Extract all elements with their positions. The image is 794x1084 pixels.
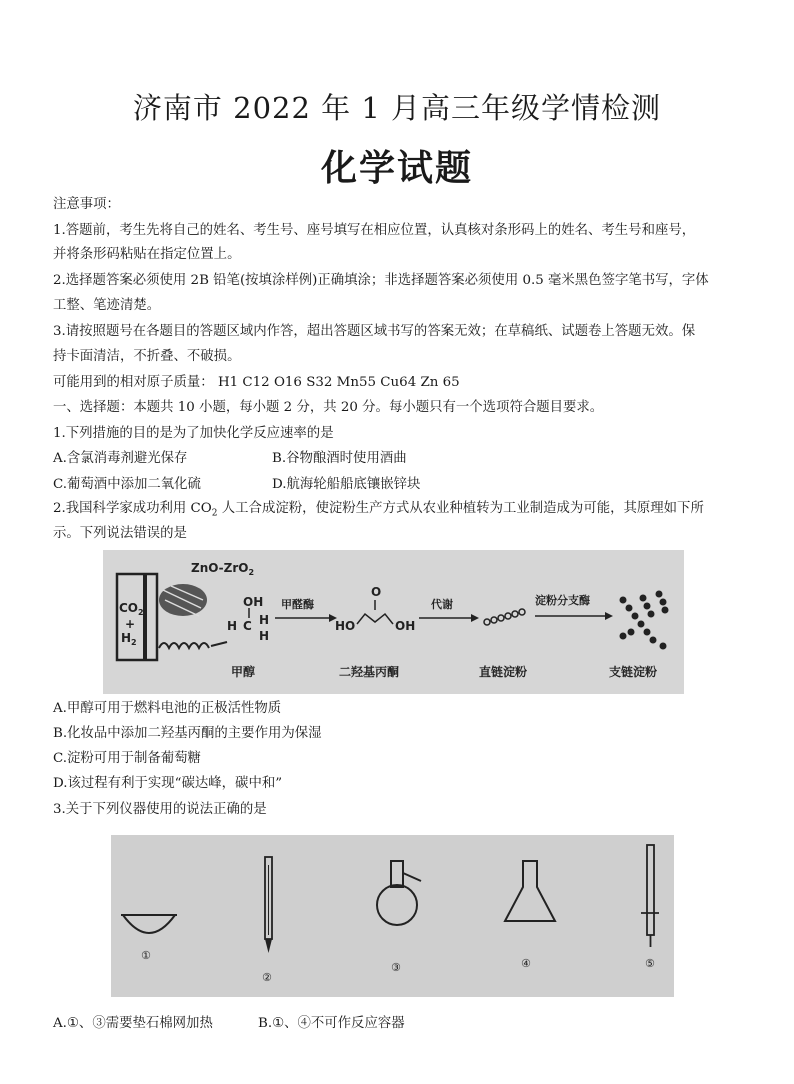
notice-item-3-cont: 持卡面清洁，不折叠、不破损。 xyxy=(53,349,241,364)
q1-option-c: C.葡萄酒中添加二氧化硫 xyxy=(53,477,201,492)
dha-ho: HO xyxy=(335,619,356,633)
instrument-label-3: ③ xyxy=(391,961,401,974)
catalyst-hatch-icon xyxy=(159,584,207,616)
q2-option-b: B.化妆品中添加二羟基丙酮的主要作用为保湿 xyxy=(53,726,322,741)
coil-arrow-icon xyxy=(211,642,227,646)
distilling-flask-icon xyxy=(377,861,421,925)
co2-formula: $CO_2$ xyxy=(119,601,144,617)
notice-item-1-cont: 并将条形码粘贴在指定位置上。 xyxy=(53,247,241,262)
q2-option-d: D.该过程有利于实现“碳达峰，碳中和” xyxy=(53,776,283,791)
q1-option-a: A.含氯消毒剂避光保存 xyxy=(53,451,188,466)
arrow1-label: 甲醛酶 xyxy=(281,598,314,611)
notice-heading: 注意事项： xyxy=(53,197,120,212)
instrument-label-1: ① xyxy=(141,949,151,962)
amylopectin-branch-icon xyxy=(620,591,669,650)
notice-item-3: 3.请按照题号在各题目的答题区域内作答，超出答题区域书写的答案无效；在草稿纸、试题卷上答题无效。保 xyxy=(53,324,696,339)
notice-item-1: 1.答题前，考生先将自己的姓名、考生号、座号填写在相应位置，认真核对条形码上的姓名、考生号和座号， xyxy=(53,223,696,238)
label-amylopectin: 支链淀粉 xyxy=(609,665,658,679)
instrument-label-5: ⑤ xyxy=(645,957,655,970)
coil-icon xyxy=(159,643,209,648)
conical-flask-icon xyxy=(505,861,555,921)
dha-o: O xyxy=(371,585,382,599)
plus-sign: + xyxy=(125,617,136,631)
q3-option-a: A.①、③需要垫石棉网加热 xyxy=(53,1016,213,1031)
instrument-label-4: ④ xyxy=(521,957,531,970)
exam-title: 济南市 2022 年 1 月高三年级学情检测 xyxy=(132,91,662,125)
burette-icon xyxy=(641,845,659,947)
q3-option-b: B.①、④不可作反应容器 xyxy=(258,1016,405,1031)
q2-stem: 2.我国科学家成功利用 $CO_2$ 人工合成淀粉，使淀粉生产方式从农业种植转为工业制造成为可能，其原理如下所 xyxy=(53,501,704,519)
methanol-oh: OH xyxy=(243,595,264,609)
section-1-heading: 一、选择题：本题共 10 小题，每小题 2 分，共 20 分。每小题只有一个选项符合题目要求。 xyxy=(53,400,604,415)
arrow-head-2-icon xyxy=(471,614,479,622)
starch-synthesis-figure xyxy=(103,550,684,694)
methanol-h2: H xyxy=(259,613,270,627)
q3-stem: 3.关于下列仪器使用的说法正确的是 xyxy=(53,802,267,817)
amylose-chain-icon xyxy=(484,609,525,625)
atomic-mass-line: 可能用到的相对原子质量： H1 C12 O16 S32 Mn55 Cu64 Zn 65 xyxy=(53,375,460,390)
lab-instruments-figure xyxy=(111,835,674,997)
h2-formula: $H_2$ xyxy=(121,631,137,647)
electrode-frame-icon xyxy=(117,574,157,660)
methanol-c: C xyxy=(243,619,252,633)
q2-option-a: A.甲醇可用于燃料电池的正极活性物质 xyxy=(53,701,282,716)
methanol-h3: H xyxy=(259,629,270,643)
q1-option-d: D.航海轮船船底镶嵌锌块 xyxy=(272,477,421,492)
arrow-head-3-icon xyxy=(605,612,613,620)
q2-stem-cont: 示。下列说法错误的是 xyxy=(53,526,187,541)
notice-item-2-cont: 工整、笔迹清楚。 xyxy=(53,298,161,313)
thermometer-icon xyxy=(265,857,272,953)
label-methanol: 甲醇 xyxy=(231,665,256,679)
q1-option-b: B.谷物酿酒时使用酒曲 xyxy=(272,451,407,466)
q1-stem: 1.下列措施的目的是为了加快化学反应速率的是 xyxy=(53,426,334,441)
notice-item-2: 2.选择题答案必须使用 2B 铅笔(按填涂样例)正确填涂；非选择题答案必须使用 0.5 毫米黑色签字笔书写，字体 xyxy=(53,273,709,288)
evaporating-dish-icon xyxy=(123,915,175,933)
methanol-h1: H xyxy=(227,619,238,633)
arrow2-label: 代谢 xyxy=(431,598,453,611)
subject-title: 化学试题 xyxy=(320,147,473,189)
catalyst-label: ZnO-ZrO$_2$ xyxy=(191,561,255,577)
dha-chain-icon xyxy=(357,614,393,624)
label-amylose: 直链淀粉 xyxy=(479,665,528,679)
instrument-label-2: ② xyxy=(262,971,272,984)
arrow3-label: 淀粉分支酶 xyxy=(535,594,590,607)
label-dihydroxyacetone: 二羟基丙酮 xyxy=(339,665,400,679)
dha-oh: OH xyxy=(395,619,416,633)
q2-option-c: C.淀粉可用于制备葡萄糖 xyxy=(53,751,201,766)
